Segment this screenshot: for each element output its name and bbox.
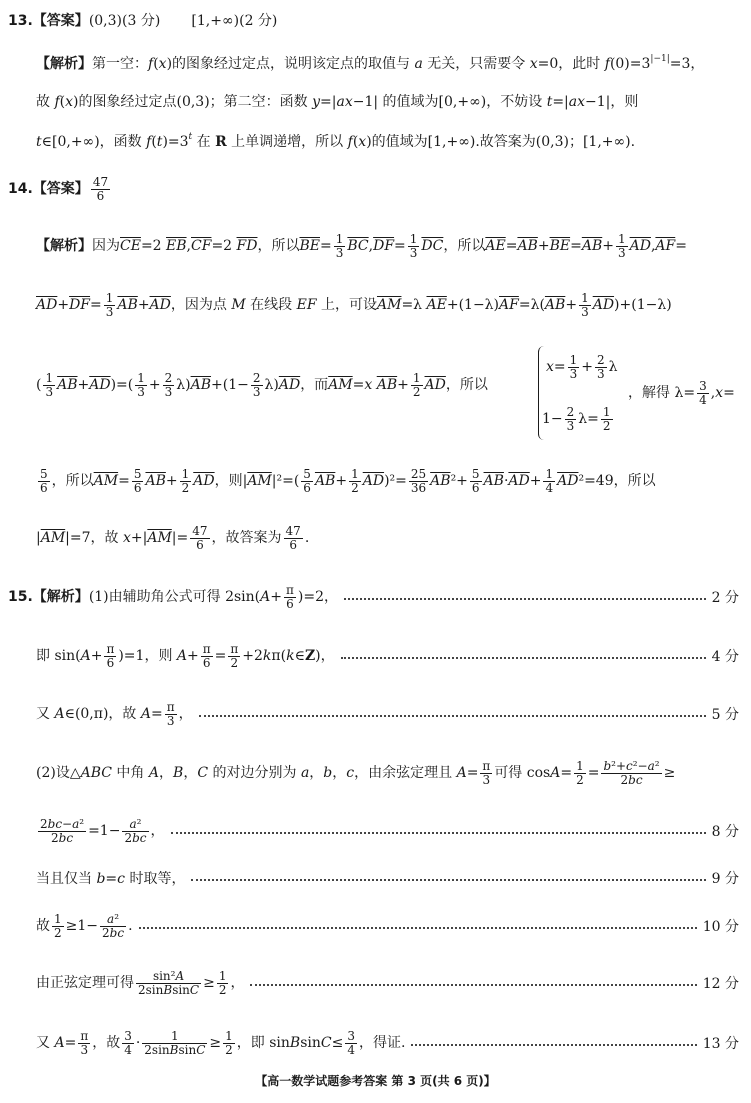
system-eq2: 1− $\frac{2}{3}$ λ= $\frac{1}{2}$ [542,405,611,433]
dot-leader [139,927,697,929]
q15-line6: 当且仅当 b=c 时取等， 9 分 [36,868,739,888]
dot-leader [411,1044,696,1046]
q13-exp-line1: 【解析】第一空：f(x)的图象经过定点，说明该定点的取值与 a 无关，只需要令 x=0，此时 $f(0)=3^{|-1|}=3$， [36,54,705,72]
q14-exp-line5: $|\overline{AM}|=7$，故 $x+|\overline{AM}|=$ $\frac{47}{6}$ ，故答案为 $\frac{47}{6}$ . [36,524,310,552]
q14-exp-line3: ( $\frac{1}{3}$ $\overline{AB}+\overline{AD})=$( $\frac{1}{3}$ + $\frac{2}{3}$ $\lambda)\overline{AB}+(1-$ $\frac{2}{3}$ $\lambda)\overline{AD}$，而$\overline{AM}=x$ $\overline{AB}+$ $\frac{1}{2}$ $\overline{AD}$，所以 [36,371,488,399]
dot-leader [250,984,696,986]
q15-line7: 故 $\frac{1}{2}$ ≥1− $\frac{\text{a²}}{2bc}$ . 10 分 [36,912,739,940]
q15-line2: 即 sin(A+ $\frac{\pi}{6}$ )=1，则 A+ $\frac{\pi}{6}$ = $\frac{\pi}{2}$ +2kπ(k∈Z)， 4 分 [36,642,739,670]
system-eq1: x= $\frac{1}{3}$ + $\frac{2}{3}$ λ [546,353,618,381]
score-12: 12 分 [702,976,739,993]
dot-leader [344,598,706,600]
q15-line5: $\frac{\text{2bc−a²}}{2bc}$ =1− $\frac{\text{a²}}{2bc}$ ， 8 分 [40,817,739,845]
q15-line3: 又 A∈(0,π)，故 A= $\frac{\pi}{3}$ ， 5 分 [36,700,739,728]
dot-leader [341,657,706,659]
q13-answer: 13.【答案】(0,3)(3 分) [1,+∞)(2 分) [8,13,278,29]
score-9: 9 分 [711,871,739,887]
dot-leader [199,715,706,717]
q15-line9: 又 A= $\frac{\pi}{3}$ ，故 $\frac{3}{4}$ · $\frac{1}{\text{2sinBsinC}}$ ≥ $\frac{1}{2}$ ，即 sinBsinC≤ $\frac{3}{4}$ ，得证. 13 分 [36,1029,739,1057]
q13-exp-line3: t∈[0,+∞)，函数 $f(t)=3^t$ 在 R 上单调递增，所以 f(x)的值域为[1,+∞).故答案为(0,3)；[1,+∞). [36,132,636,150]
q15-line4: (2)设△ABC 中角 A，B，C 的对边分别为 a，b，c，由余弦定理且 A= $\frac{\pi}{3}$ 可得 cosA= $\frac{1}{2}$ = $\frac{\text{b²+c²−a²}}{2bc}$ ≥ [36,759,676,787]
q15-line8: 由正弦定理可得 $\frac{\text{sin²A}}{\text{2sinBsinC}}$ ≥ $\frac{1}{2}$ ， 12 分 [36,969,739,997]
q14-exp-line4: $\frac{5}{6}$ ，所以$\overline{AM}=$ $\frac{5}{6}$ $\overline{AB}+$ $\frac{1}{2}$ $\overline{AD}$，则$|\overline{AM}|^2=$( $\frac{5}{6}$ $\overline{AB}+$ $\frac{1}{2}$ $\overline{AD})^2=$ $\frac{25}{36}$ $\overline{AB}^2+$ $\frac{5}{6}$ $\overline{AB}\cdot\overline{AD}+$ $\frac{1}{4}$ $\overline{AD}^2=49$，所以 [40,467,656,495]
score-4: 4 分 [711,649,739,666]
dot-leader [171,832,706,834]
system-solution: ，解得 λ= $\frac{3}{4}$ ,x= [628,379,735,407]
score-13: 13 分 [702,1036,739,1053]
q13-exp-line2: 故 f(x)的图象经过定点(0,3)；第二空：函数 y=|ax−1| 的值域为[0,+∞)，不妨设 t=|ax−1|，则 [36,94,639,110]
score-2: 2 分 [711,590,739,607]
score-10: 10 分 [702,919,739,936]
dot-leader [191,879,705,881]
q15-line1: 15.【解析】(1)由辅助角公式可得 2sin(A+ $\frac{\pi}{6}$ )=2， 2 分 [8,583,739,611]
q14-answer: 14.【答案】 $\frac{47}{6}$ [8,175,109,203]
score-8: 8 分 [711,824,739,841]
q14-exp-line2: $\overline{AD}+\overline{DF}=$ $\frac{1}{3}$ $\overline{AB}+\overline{AD}$，因为点 M 在线段 EF 上，可设$\overline{AM}=\lambda$ $\overline{AE}+(1-\lambda)\overline{AF}=\lambda(\overline{AB}+$ $\frac{1}{3}$ $\overline{AD})+(1-\lambda)$ [36,291,672,319]
score-5: 5 分 [711,707,739,724]
q14-exp-line1: 【解析】因为$\overline{CE}=2$ $\overline{EB},\overline{CF}=2$ $\overline{FD}$，所以$\overline{BE}=$ $\frac{1}{3}$ $\overline{BC},\overline{DF}=$ $\frac{1}{3}$ $\overline{DC}$，所以$\overline{AE}=\overline{AB}+\overline{BE}=\overline{AB}+$ $\frac{1}{3}$ $\overline{AD},\overline{AF}=$ [36,232,687,260]
page-footer: 【高一数学试题参考答案 第 3 页(共 6 页)】 [255,1074,496,1088]
